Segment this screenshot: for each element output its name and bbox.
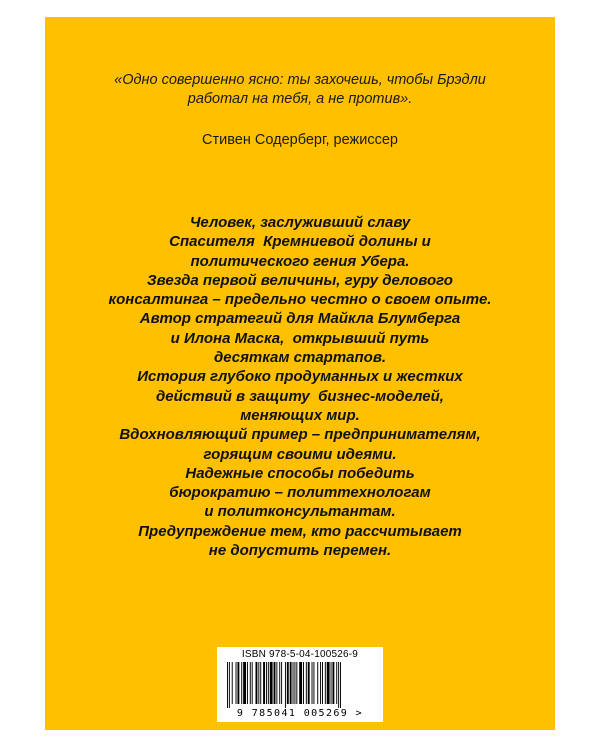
barcode-bar — [317, 662, 318, 704]
barcode-bar — [232, 662, 233, 704]
blurb-line: бюрократию – политтехнологам — [169, 484, 431, 502]
barcode-bar — [312, 662, 313, 704]
barcode-bar — [256, 662, 258, 704]
blurb-line: действий в защиту бизнес-моделей, — [156, 387, 444, 405]
blurb-line: десяткам стартапов. — [213, 349, 387, 367]
barcode-bar — [258, 662, 259, 704]
blurb-line: меняющих мир. — [240, 406, 360, 424]
barcode-bar — [237, 662, 239, 704]
barcode-bar — [306, 662, 307, 704]
blurb — [45, 213, 555, 560]
barcode-bar — [325, 662, 326, 704]
barcode-bar — [331, 662, 332, 704]
barcode-bar — [268, 662, 269, 704]
barcode-digits: 9 785041 005269 > — [236, 708, 364, 719]
blurb-line: горящим своими идеями. — [203, 445, 397, 463]
barcode-bar — [236, 662, 237, 704]
barcode-bar — [252, 662, 253, 704]
barcode-bar — [270, 662, 273, 704]
barcode-bar — [250, 662, 251, 704]
blurb-line: Вдохновляющий пример – предпринимателям, — [119, 426, 481, 444]
barcode-bar — [299, 662, 302, 704]
barcode-bar — [266, 662, 267, 704]
quote-line: «Одно совершенно ясно: ты захочешь, чтобы Брэдли — [114, 72, 486, 88]
blurb-line: Автор стратегий для Майкла Блумберга — [139, 310, 461, 328]
barcode-bar — [285, 662, 286, 708]
barcode-bar — [336, 662, 337, 704]
barcode-bar — [320, 662, 321, 704]
barcode-bar — [313, 662, 314, 704]
blurb-line: Звезда первой величины, гуру делового — [147, 271, 453, 289]
barcode-bar — [296, 662, 297, 704]
barcode-bar — [340, 662, 341, 708]
barcode-bar — [247, 662, 248, 704]
barcode-bar — [308, 662, 310, 704]
blurb-line: и Илона Маска, открывший путь — [170, 329, 430, 347]
blurb-line: Надежные способы победить — [185, 464, 415, 482]
barcode-bar — [322, 662, 323, 704]
quote — [45, 71, 555, 109]
blurb-line: не допустить перемен. — [208, 542, 392, 560]
quote-line: работал на тебя, а не против». — [187, 91, 413, 107]
isbn-label: ISBN 978-5-04-100526-9 — [241, 649, 359, 660]
barcode-bar — [260, 662, 261, 704]
isbn-barcode — [217, 647, 383, 722]
back-cover — [45, 17, 555, 730]
barcode-bar — [241, 662, 242, 704]
barcode-bar — [294, 662, 295, 704]
barcode-bar — [276, 662, 277, 704]
barcode-bar — [229, 662, 230, 708]
barcode-bar — [303, 662, 304, 704]
blurb-line: История глубоко продуманных и жестких — [137, 368, 463, 386]
barcode-bar — [287, 662, 289, 704]
barcode-bar — [243, 662, 246, 704]
blurb-line: и политконсультантам. — [204, 503, 396, 521]
barcode-bar — [227, 662, 228, 708]
blurb-line: Человек, заслуживший славу — [189, 214, 411, 231]
blurb-line: Спасителя Кремниевой долины и — [169, 233, 431, 251]
barcode-bar — [281, 662, 282, 704]
blurb-line: политического гения Убера. — [190, 252, 410, 270]
barcode-bar — [293, 662, 294, 704]
barcode-bar — [338, 662, 339, 708]
barcode-bar — [274, 662, 276, 704]
barcode-bar — [279, 662, 280, 704]
quote-author: Стивен Содерберг, режиссер — [202, 132, 398, 148]
barcode-bar — [263, 662, 265, 704]
barcode-bars — [223, 662, 377, 708]
barcode-bar — [290, 662, 292, 704]
barcode-bar — [327, 662, 330, 704]
barcode-bar — [332, 662, 334, 704]
blurb-line: Предупреждение тем, кто рассчитывает — [138, 522, 462, 540]
blurb-line: консалтинга – предельно честно о своем опыте. — [108, 291, 492, 309]
